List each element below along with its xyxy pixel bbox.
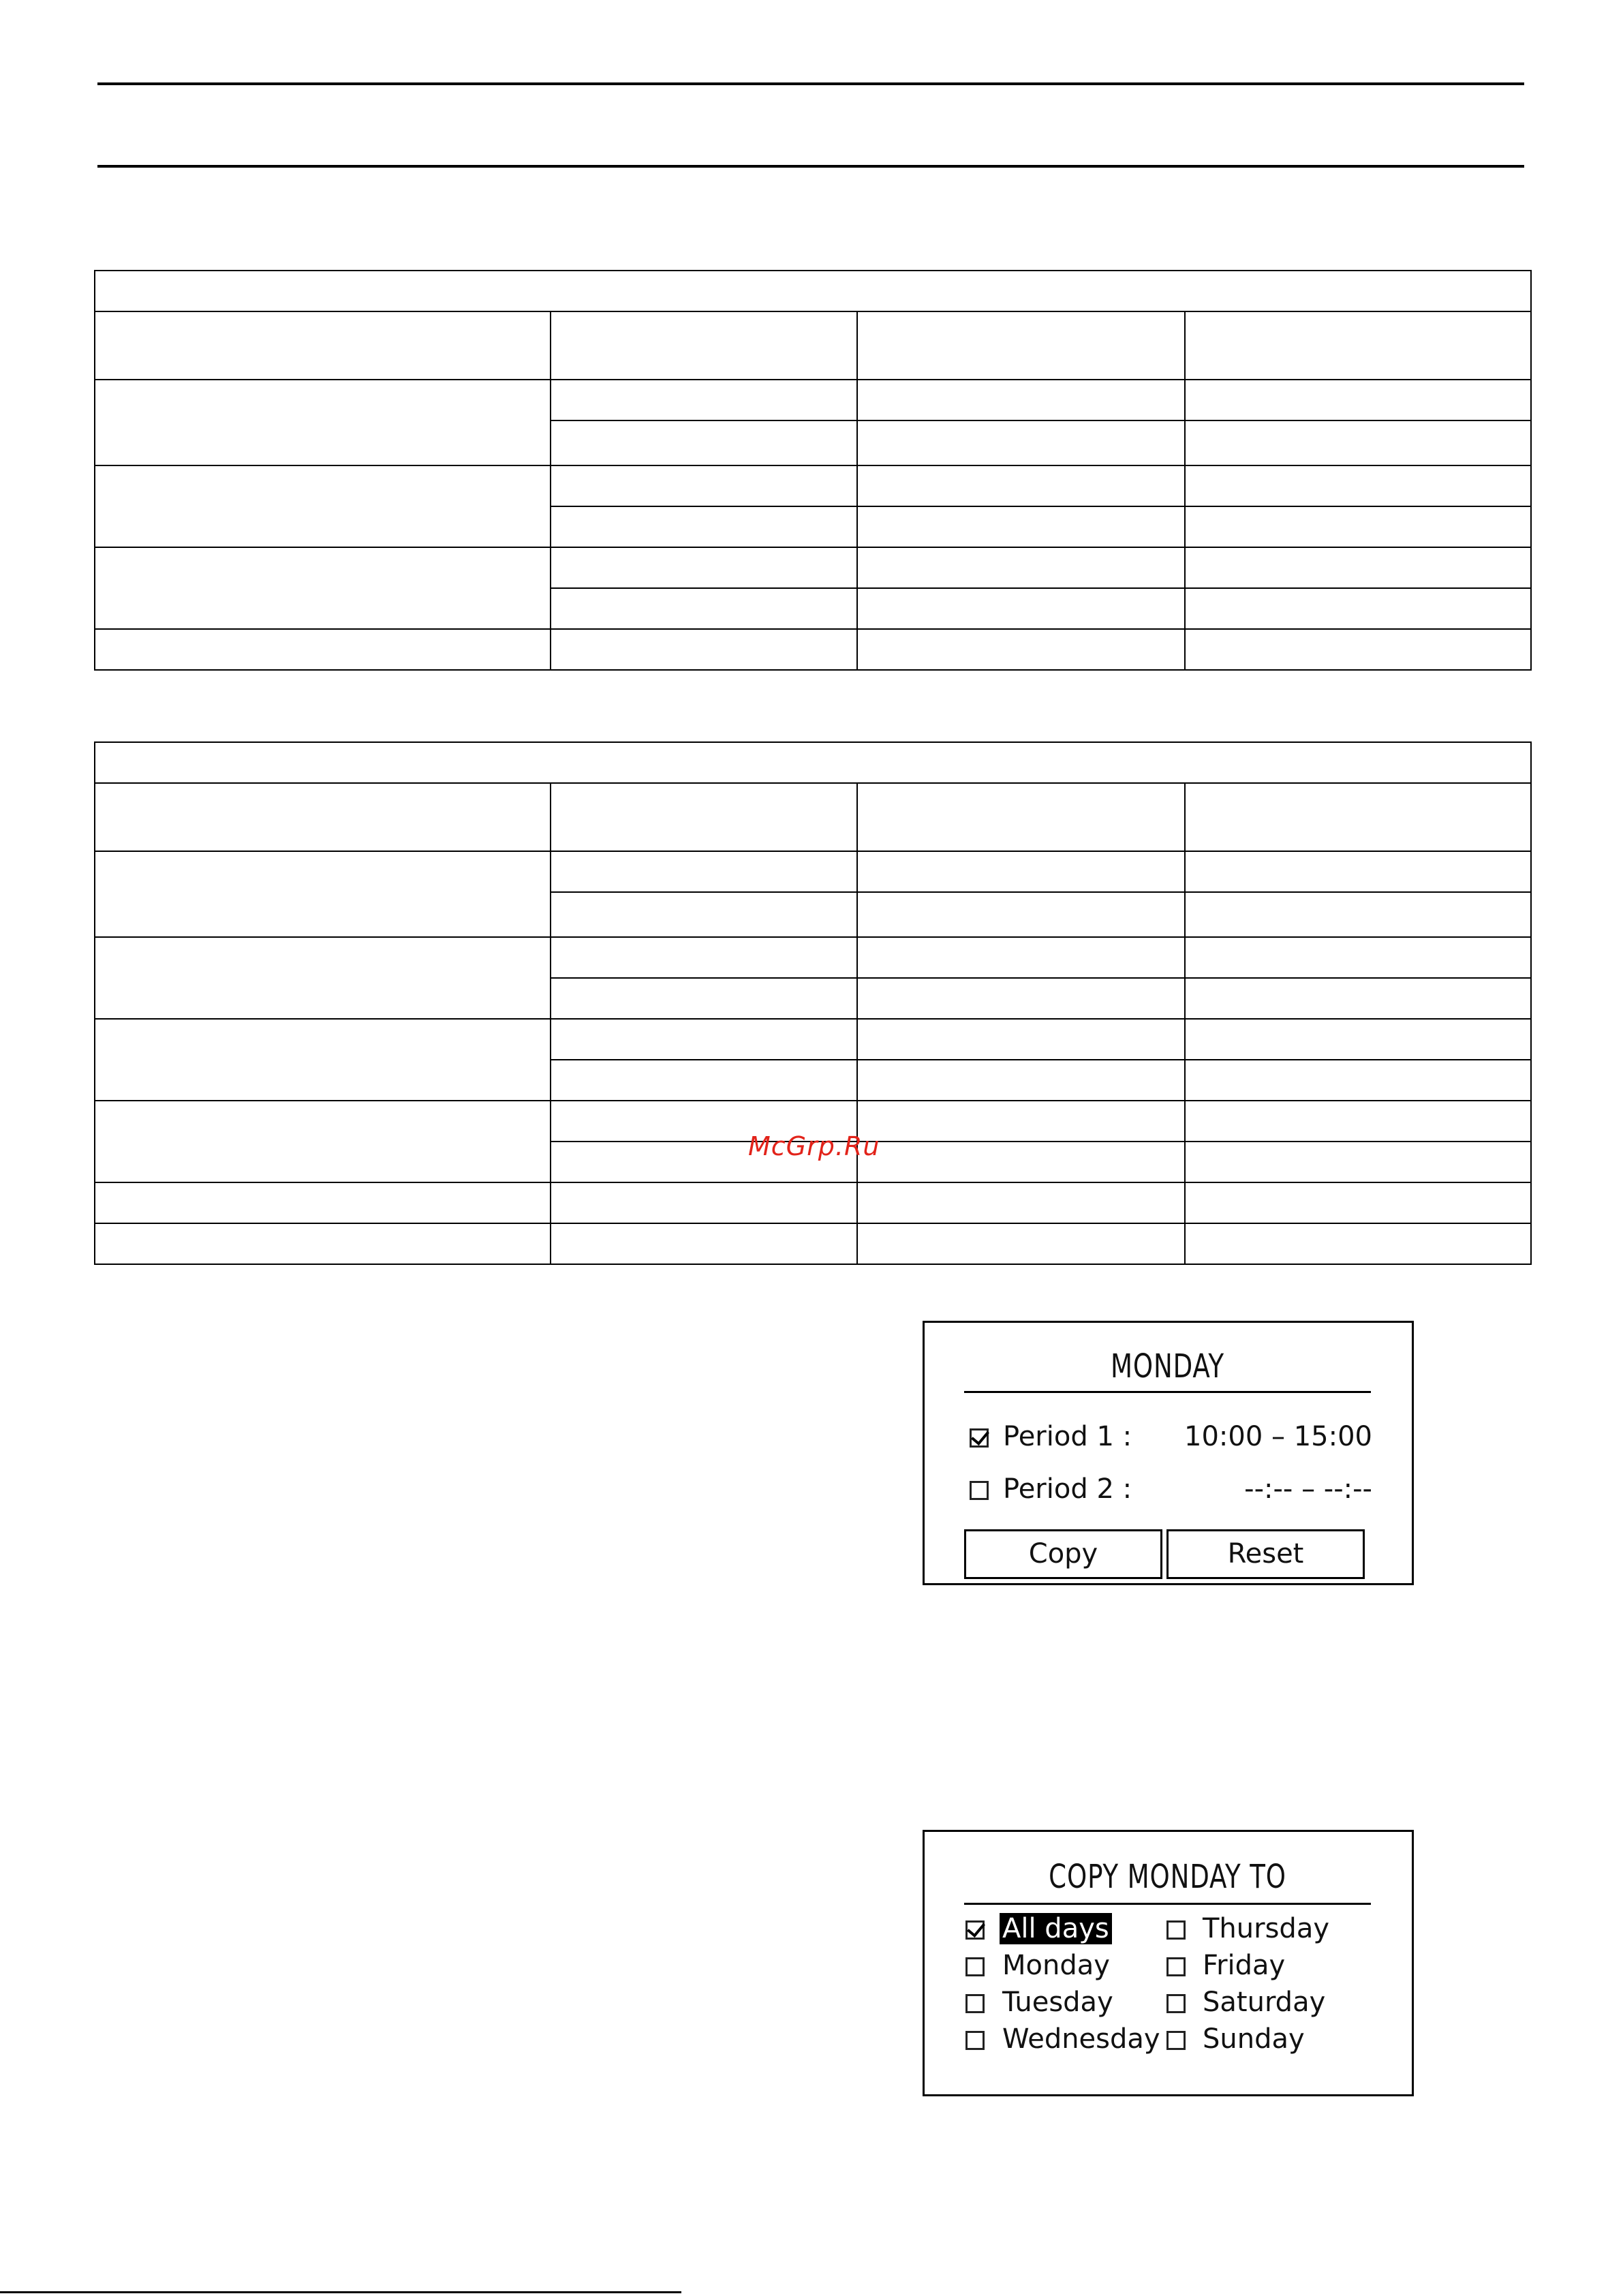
table-title-row [95, 271, 1531, 311]
table-row [95, 1182, 1531, 1223]
table-row [95, 465, 1531, 506]
day-checkbox-monday[interactable] [965, 1957, 985, 1976]
day-checkbox-all-days[interactable] [965, 1920, 985, 1940]
period-2-label: Period 2 : [1003, 1473, 1132, 1505]
period-2-checkbox[interactable] [970, 1481, 989, 1500]
screen-title: MONDAY [1111, 1347, 1224, 1386]
day-checkbox-tuesday[interactable] [965, 1994, 985, 2013]
day-label-wednesday[interactable]: Wednesday [1002, 2023, 1160, 2055]
footer-rule [0, 2291, 681, 2293]
table-header-row [95, 311, 1531, 380]
monday-screen [923, 1321, 1414, 1585]
table-1 [94, 270, 1532, 671]
copy-button[interactable]: Copy [964, 1529, 1162, 1579]
header-rule-bottom [97, 165, 1524, 168]
reset-button[interactable]: Reset [1166, 1529, 1365, 1579]
day-label-sunday[interactable]: Sunday [1203, 2023, 1305, 2055]
period-1-value[interactable]: 10:00 – 15:00 [1184, 1421, 1372, 1452]
table-row [95, 380, 1531, 420]
title-rule [964, 1391, 1371, 1393]
watermark: McGrp.Ru [748, 1131, 880, 1161]
day-label-thursday[interactable]: Thursday [1203, 1913, 1329, 1944]
table-2 [94, 741, 1532, 1265]
day-checkbox-saturday[interactable] [1166, 1994, 1186, 2013]
day-checkbox-friday[interactable] [1166, 1957, 1186, 1976]
table-row [95, 547, 1531, 588]
period-2-value[interactable]: --:-- – --:-- [1244, 1473, 1372, 1505]
header-rule-top [97, 82, 1524, 85]
table-row [95, 851, 1531, 892]
table-row [95, 1223, 1531, 1264]
day-checkbox-sunday[interactable] [1166, 2031, 1186, 2050]
table-row [95, 629, 1531, 670]
period-1-checkbox[interactable] [970, 1428, 989, 1448]
day-label-friday[interactable]: Friday [1203, 1950, 1286, 1981]
day-label-monday[interactable]: Monday [1002, 1950, 1110, 1981]
screen-title: COPY MONDAY TO [1049, 1858, 1286, 1896]
table-title-row [95, 742, 1531, 783]
day-label-all-days[interactable]: All days [1000, 1914, 1112, 1944]
title-rule [964, 1903, 1371, 1905]
table-header-row [95, 783, 1531, 851]
copy-monday-screen [923, 1830, 1414, 2096]
day-label-tuesday[interactable]: Tuesday [1002, 1987, 1113, 2018]
day-label-saturday[interactable]: Saturday [1203, 1987, 1326, 2018]
day-checkbox-thursday[interactable] [1166, 1920, 1186, 1940]
period-1-label: Period 1 : [1003, 1421, 1132, 1452]
day-checkbox-wednesday[interactable] [965, 2031, 985, 2050]
table-row [95, 1019, 1531, 1060]
table-row [95, 937, 1531, 978]
